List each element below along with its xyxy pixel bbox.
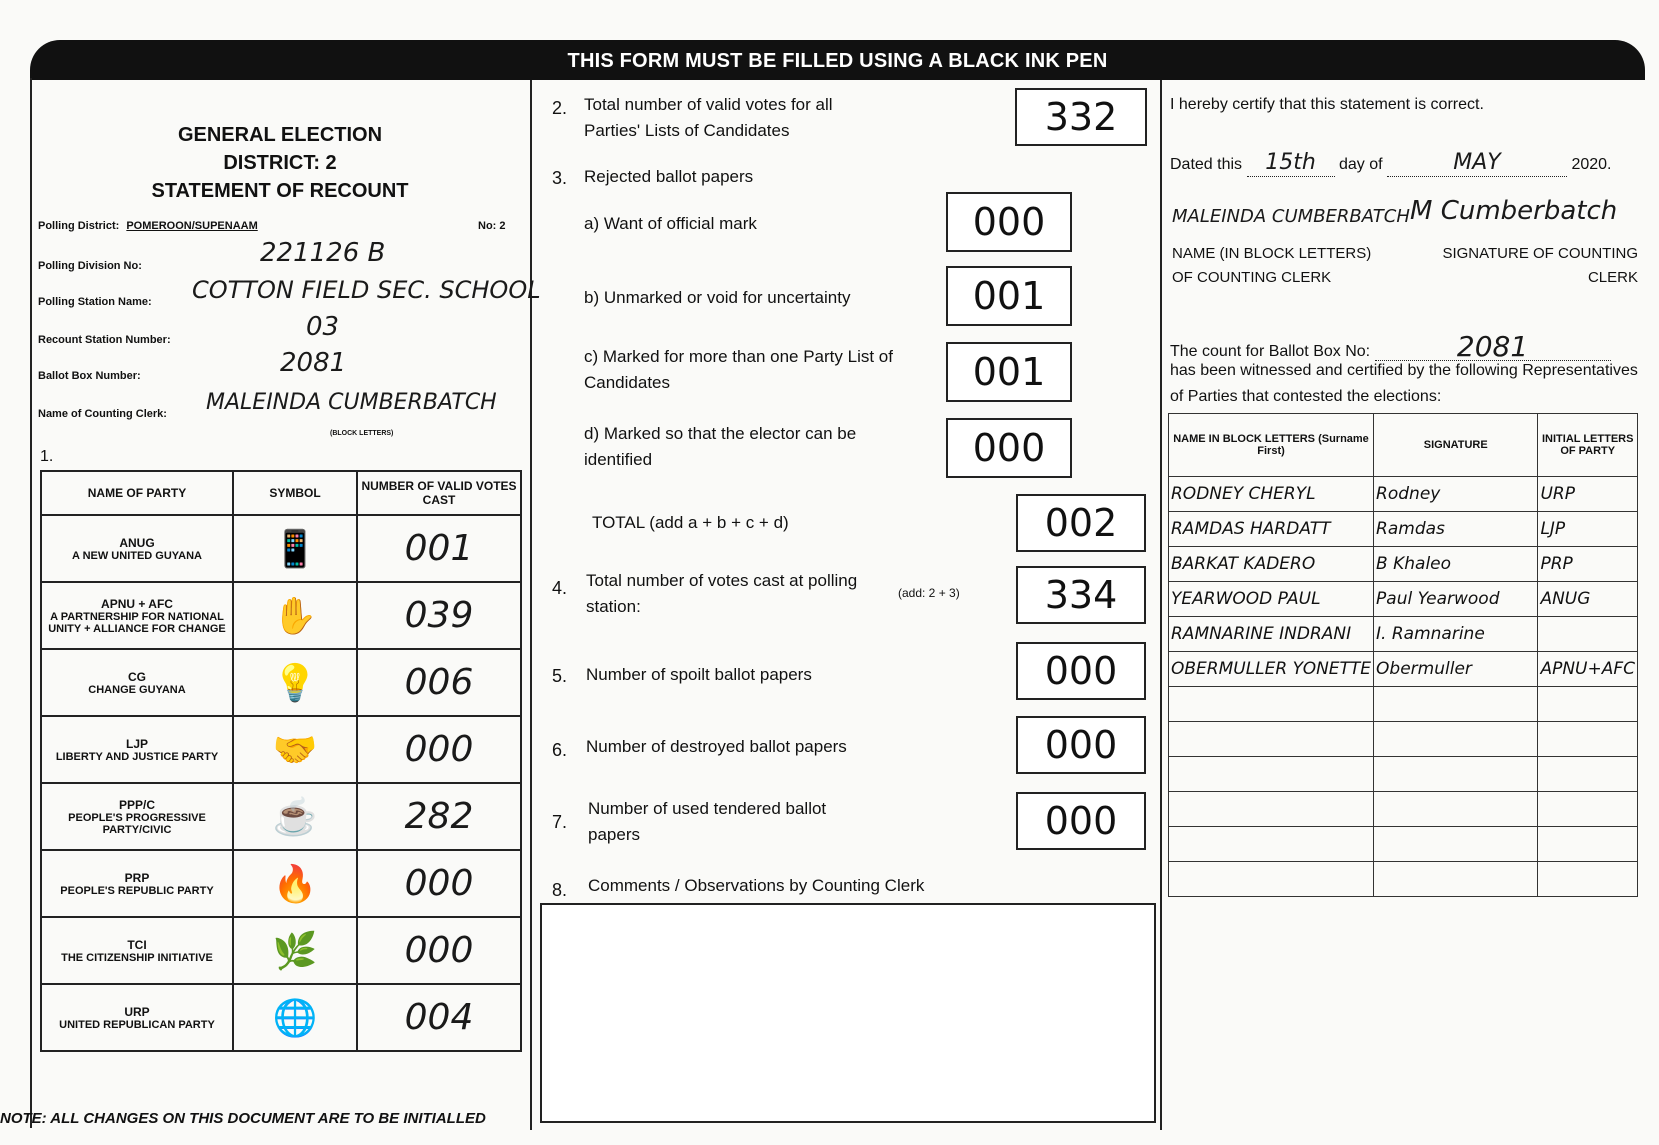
rep-row (1169, 652, 1638, 687)
rep-signature: Obermuller (1374, 652, 1538, 687)
rep-name: RODNEY CHERYL (1169, 477, 1374, 512)
q6-label: Number of destroyed ballot papers (586, 737, 847, 756)
col-party-name: NAME OF PARTY (41, 471, 233, 515)
counting-clerk-value: MALEINDA CUMBERBATCH (206, 390, 497, 415)
party-abbr: CG (128, 669, 146, 684)
rep-party-empty[interactable] (1538, 757, 1638, 792)
rep-row (1169, 477, 1638, 512)
party-abbr: URP (124, 1004, 150, 1019)
party-symbol-cell (233, 850, 357, 917)
rep-party-empty[interactable] (1538, 687, 1638, 722)
certify-text: I hereby certify that this statement is correct. (1170, 96, 1484, 113)
rep-name-empty[interactable] (1169, 827, 1374, 862)
rep-signature-empty[interactable] (1374, 792, 1538, 827)
col-votes: NUMBER OF VALID VOTES CAST (357, 471, 521, 515)
party-votes-cell (357, 716, 521, 783)
rep-row (1169, 862, 1638, 897)
polling-station-label: Polling Station Name: (38, 296, 152, 308)
party-full-name: PEOPLE'S REPUBLIC PARTY (60, 884, 214, 897)
party-row (41, 850, 521, 917)
party-full-name: UNITED REPUBLICAN PARTY (59, 1018, 215, 1031)
clerk-name-value: MALEINDA CUMBERBATCH (1172, 206, 1410, 227)
q6-number: 6. (552, 740, 568, 760)
hand-key-icon: ✋ (272, 594, 318, 636)
total-label: TOTAL (add a + b + c + d) (592, 513, 789, 532)
rep-row (1169, 687, 1638, 722)
total-value-box: 002 (1016, 494, 1146, 552)
party-row (41, 649, 521, 716)
party-symbol-cell (233, 984, 357, 1051)
q3d-value-box: 000 (946, 418, 1072, 478)
representatives-table (1168, 413, 1638, 897)
rep-signature: Ramdas (1374, 512, 1538, 547)
party-votes-table (40, 470, 522, 1052)
party-full-name: THE CITIZENSHIP INITIATIVE (61, 951, 213, 964)
recount-station-label: Recount Station Number: (38, 334, 171, 346)
footnote: NOTE: ALL CHANGES ON THIS DOCUMENT ARE TO BE INITIALLED (0, 1110, 486, 1127)
party-abbr: PPP/C (118, 797, 155, 812)
rep-row (1169, 582, 1638, 617)
rep-name: RAMNARINE INDRANI (1169, 617, 1374, 652)
party-row (41, 917, 521, 984)
q3b-value-box: 001 (946, 266, 1072, 326)
polling-district-row (38, 220, 258, 232)
form-banner (30, 40, 1645, 80)
party-votes-value: 039 (404, 595, 474, 636)
rep-party-empty[interactable] (1538, 862, 1638, 897)
plant-icon: 🌿 (272, 929, 318, 971)
mobile-phone-icon: 📱 (272, 527, 318, 569)
party-votes-value: 000 (404, 863, 474, 904)
party-name-cell (41, 582, 233, 649)
q8-number: 8. (552, 880, 568, 900)
rep-signature-empty[interactable] (1374, 687, 1538, 722)
party-votes-value: 001 (404, 528, 474, 569)
reps-header (1169, 414, 1638, 477)
district-no: No: 2 (478, 220, 506, 232)
party-votes-value: 282 (404, 796, 474, 837)
q2-value-box: 332 (1015, 88, 1147, 146)
rep-name: YEARWOOD PAUL (1169, 582, 1374, 617)
q4-note: (add: 2 + 3) (898, 586, 960, 600)
cup-icon: ☕ (272, 795, 318, 837)
clerk-signature: M Cumberbatch (1410, 196, 1618, 226)
party-symbol-cell (233, 582, 357, 649)
col-rep-signature: SIGNATURE (1374, 414, 1538, 477)
polling-district-value: POMEROON/SUPENAAM (126, 220, 258, 232)
q3c-value-box: 001 (946, 342, 1072, 402)
divider-left (530, 80, 532, 1130)
party-symbol-cell (233, 515, 357, 582)
q7-label: Number of used tendered ballot papers (588, 799, 827, 844)
rep-row (1169, 547, 1638, 582)
party-name-cell (41, 716, 233, 783)
party-name-cell (41, 984, 233, 1051)
party-full-name: CHANGE GUYANA (88, 683, 186, 696)
witness-text: has been witnessed and certified by the following Representatives of Parties that contested the elections: (1170, 362, 1638, 405)
ballot-box-value: 2081 (280, 348, 347, 378)
recount-station-value: 03 (306, 312, 340, 342)
party-votes-cell (357, 917, 521, 984)
q3c-label: c) Marked for more than one Party List of Candidates (584, 347, 893, 392)
count-label: The count for Ballot Box No: (1170, 343, 1371, 360)
rep-signature-empty[interactable] (1374, 722, 1538, 757)
party-full-name: A PARTNERSHIP FOR NATIONAL UNITY + ALLIANCE FOR CHANGE (48, 610, 226, 635)
q3a-value-box: 000 (946, 192, 1072, 252)
comments-box[interactable] (540, 903, 1156, 1123)
rep-party: ANUG (1538, 582, 1638, 617)
party-symbol-cell (233, 649, 357, 716)
rep-party-empty[interactable] (1538, 792, 1638, 827)
col-rep-name: NAME IN BLOCK LETTERS (Surname First) (1169, 414, 1374, 477)
rep-row (1169, 722, 1638, 757)
rep-signature-empty[interactable] (1374, 757, 1538, 792)
rep-row (1169, 617, 1638, 652)
q3-number: 3. (552, 168, 568, 188)
rep-row (1169, 792, 1638, 827)
party-row (41, 783, 521, 850)
q5-label: Number of spoilt ballot papers (586, 665, 812, 684)
counting-clerk-label: Name of Counting Clerk: (38, 408, 167, 420)
party-votes-value: 000 (404, 729, 474, 770)
party-row (41, 515, 521, 582)
rep-signature-empty[interactable] (1374, 862, 1538, 897)
party-votes-cell (357, 582, 521, 649)
q3-label: Rejected ballot papers (584, 167, 754, 186)
globe-icon: 🌐 (272, 996, 318, 1038)
rep-party-empty[interactable] (1538, 827, 1638, 862)
day-of-label: day of (1338, 156, 1383, 173)
rep-row (1169, 757, 1638, 792)
rep-party: APNU+AFC (1538, 652, 1638, 687)
rep-name: OBERMULLER YONETTE (1169, 652, 1374, 687)
clerk-name-label: NAME (IN BLOCK LETTERS) OF COUNTING CLERK (1172, 245, 1372, 286)
q8-label: Comments / Observations by Counting Clerk (588, 876, 925, 895)
party-symbol-cell (233, 716, 357, 783)
rep-name-empty[interactable] (1169, 687, 1374, 722)
party-abbr: ANUG (119, 535, 155, 550)
polling-division-label: Polling Division No: (38, 260, 142, 272)
party-votes-cell (357, 850, 521, 917)
lamp-icon: 🔥 (272, 862, 318, 904)
q6-value-box: 000 (1016, 716, 1146, 774)
dated-row (1170, 150, 1612, 178)
party-abbr: APNU + AFC (101, 596, 173, 611)
rep-party (1538, 617, 1638, 652)
q7-value-box: 000 (1016, 792, 1146, 850)
rep-name-empty[interactable] (1169, 722, 1374, 757)
divider-right (1160, 80, 1162, 1130)
rep-party: URP (1538, 477, 1638, 512)
rep-party: LJP (1538, 512, 1638, 547)
banner-text: THIS FORM MUST BE FILLED USING A BLACK INK PEN (567, 50, 1108, 72)
month-value: MAY (1387, 150, 1567, 177)
day-value: 15th (1247, 150, 1335, 177)
year-label: 2020. (1571, 156, 1612, 173)
handshake-icon: 🤝 (272, 728, 318, 770)
q3a-label: a) Want of official mark (584, 214, 757, 233)
party-row (41, 582, 521, 649)
party-name-cell (41, 917, 233, 984)
rep-signature: B Khaleo (1374, 547, 1538, 582)
q5-number: 5. (552, 666, 568, 686)
polling-station-value: COTTON FIELD SEC. SCHOOL (192, 276, 541, 304)
party-name-cell (41, 783, 233, 850)
party-votes-cell (357, 783, 521, 850)
lightbulb-icon: 💡 (272, 661, 318, 703)
col-rep-party: INITIAL LETTERS OF PARTY (1538, 414, 1638, 477)
polling-district-label: Polling District: (38, 220, 120, 232)
party-abbr: PRP (124, 870, 150, 885)
party-votes-cell (357, 984, 521, 1051)
rep-name-empty[interactable] (1169, 792, 1374, 827)
q7-number: 7. (552, 812, 568, 832)
party-table-header (41, 471, 521, 515)
rep-signature: Paul Yearwood (1374, 582, 1538, 617)
party-abbr: TCI (127, 937, 147, 952)
rep-name-empty[interactable] (1169, 757, 1374, 792)
party-votes-cell (357, 515, 521, 582)
q4-number: 4. (552, 578, 568, 598)
header-line2: DISTRICT: 2 (223, 152, 337, 174)
party-votes-value: 000 (404, 930, 474, 971)
party-full-name: A NEW UNITED GUYANA (72, 549, 202, 562)
rep-party-empty[interactable] (1538, 722, 1638, 757)
rep-name: BARKAT KADERO (1169, 547, 1374, 582)
rep-signature: I. Ramnarine (1374, 617, 1538, 652)
q4-label: Total number of votes cast at polling station: (586, 571, 858, 616)
rep-signature-empty[interactable] (1374, 827, 1538, 862)
party-symbol-cell (233, 917, 357, 984)
party-name-cell (41, 649, 233, 716)
rep-signature: Rodney (1374, 477, 1538, 512)
rep-name: RAMDAS HARDATT (1169, 512, 1374, 547)
q2-number: 2. (552, 98, 568, 118)
q2-label: Total number of valid votes for all Parties' Lists of Candidates (584, 95, 833, 140)
count-value: 2081 (1375, 334, 1611, 361)
polling-division-value: 221126 B (260, 238, 386, 268)
party-name-cell (41, 850, 233, 917)
section1-number: 1. (40, 448, 54, 465)
party-symbol-cell (233, 783, 357, 850)
rep-name-empty[interactable] (1169, 862, 1374, 897)
clerk-signature-label: SIGNATURE OF COUNTING CLERK (1442, 245, 1638, 286)
header-line3: STATEMENT OF RECOUNT (151, 180, 409, 202)
block-letters-note: (BLOCK LETTERS) (330, 430, 394, 437)
col-symbol: SYMBOL (233, 471, 357, 515)
header-line1: GENERAL ELECTION (177, 124, 383, 146)
ballot-box-label: Ballot Box Number: (38, 370, 141, 382)
rep-row (1169, 512, 1638, 547)
party-name-cell (41, 515, 233, 582)
party-row (41, 984, 521, 1051)
party-votes-cell (357, 649, 521, 716)
party-full-name: LIBERTY AND JUSTICE PARTY (55, 750, 219, 763)
rep-row (1169, 827, 1638, 862)
party-abbr: LJP (125, 736, 148, 751)
party-full-name: PEOPLE'S PROGRESSIVE PARTY/CIVIC (68, 811, 206, 836)
party-votes-value: 006 (404, 662, 474, 703)
party-votes-value: 004 (404, 997, 474, 1038)
q4-value-box: 334 (1016, 566, 1146, 624)
q5-value-box: 000 (1016, 642, 1146, 700)
rep-party: PRP (1538, 547, 1638, 582)
q3d-label: d) Marked so that the elector can be identified (584, 424, 857, 469)
q3b-label: b) Unmarked or void for uncertainty (584, 288, 851, 307)
party-row (41, 716, 521, 783)
dated-this-label: Dated this (1170, 156, 1243, 173)
